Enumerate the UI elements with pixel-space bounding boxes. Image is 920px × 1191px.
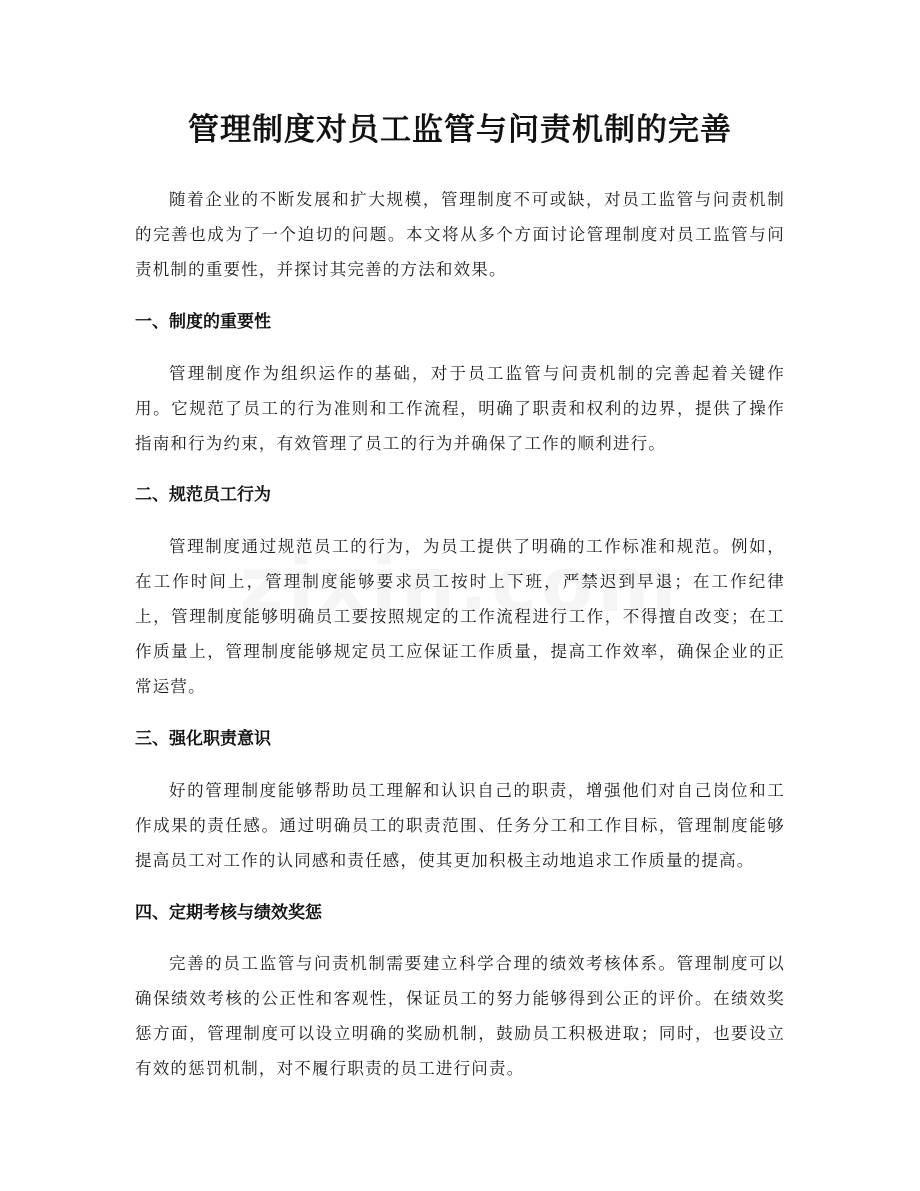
section-body-responsibility: 好的管理制度能够帮助员工理解和认识自己的职责，增强他们对自己岗位和工作成果的责任感。通过明确员工的职责范围、任务分工和工作目标，管理制度能够提高员工对工作的认同感和责任感，使其更加积极主动地追求工作质量的提高。	[135, 781, 785, 870]
intro-paragraph: 随着企业的不断发展和扩大规模，管理制度不可或缺，对员工监管与问责机制的完善也成为了一个迫切的问题。本文将从多个方面讨论管理制度对员工监管与问责机制的重要性，并探讨其完善的方法和效果。	[135, 190, 785, 279]
section-heading-responsibility: 三、强化职责意识	[135, 729, 271, 749]
section-heading-behavior: 二、规范员工行为	[135, 485, 271, 505]
section-body-assessment: 完善的员工监管与问责机制需要建立科学合理的绩效考核体系。管理制度可以确保绩效考核的公正性和客观性，保证员工的努力能够得到公正的评价。在绩效奖惩方面，管理制度可以设立明确的奖励机制，鼓励员工积极进取；同时，也要设立有效的惩罚机制，对不履行职责的员工进行问责。	[135, 954, 785, 1078]
section-body-behavior: 管理制度通过规范员工的行为，为员工提供了明确的工作标准和规范。例如，在工作时间上，管理制度能够要求员工按时上下班，严禁迟到早退；在工作纪律上，管理制度能够明确员工要按照规定的工作流程进行工作，不得擅自改变；在工作质量上，管理制度能够规定员工应保证工作质量，提高工作效率，确保企业的正常运营。	[135, 537, 785, 696]
section-body-importance: 管理制度作为组织运作的基础，对于员工监管与问责机制的完善起着关键作用。它规范了员工的行为准则和工作流程，明确了职责和权利的边界，提供了操作指南和行为约束，有效管理了员工的行为并确保了工作的顺利进行。	[135, 364, 785, 453]
document-title: 管理制度对员工监管与问责机制的完善	[188, 112, 732, 148]
section-heading-importance: 一、制度的重要性	[135, 312, 271, 332]
section-heading-assessment: 四、定期考核与绩效奖惩	[135, 903, 322, 923]
